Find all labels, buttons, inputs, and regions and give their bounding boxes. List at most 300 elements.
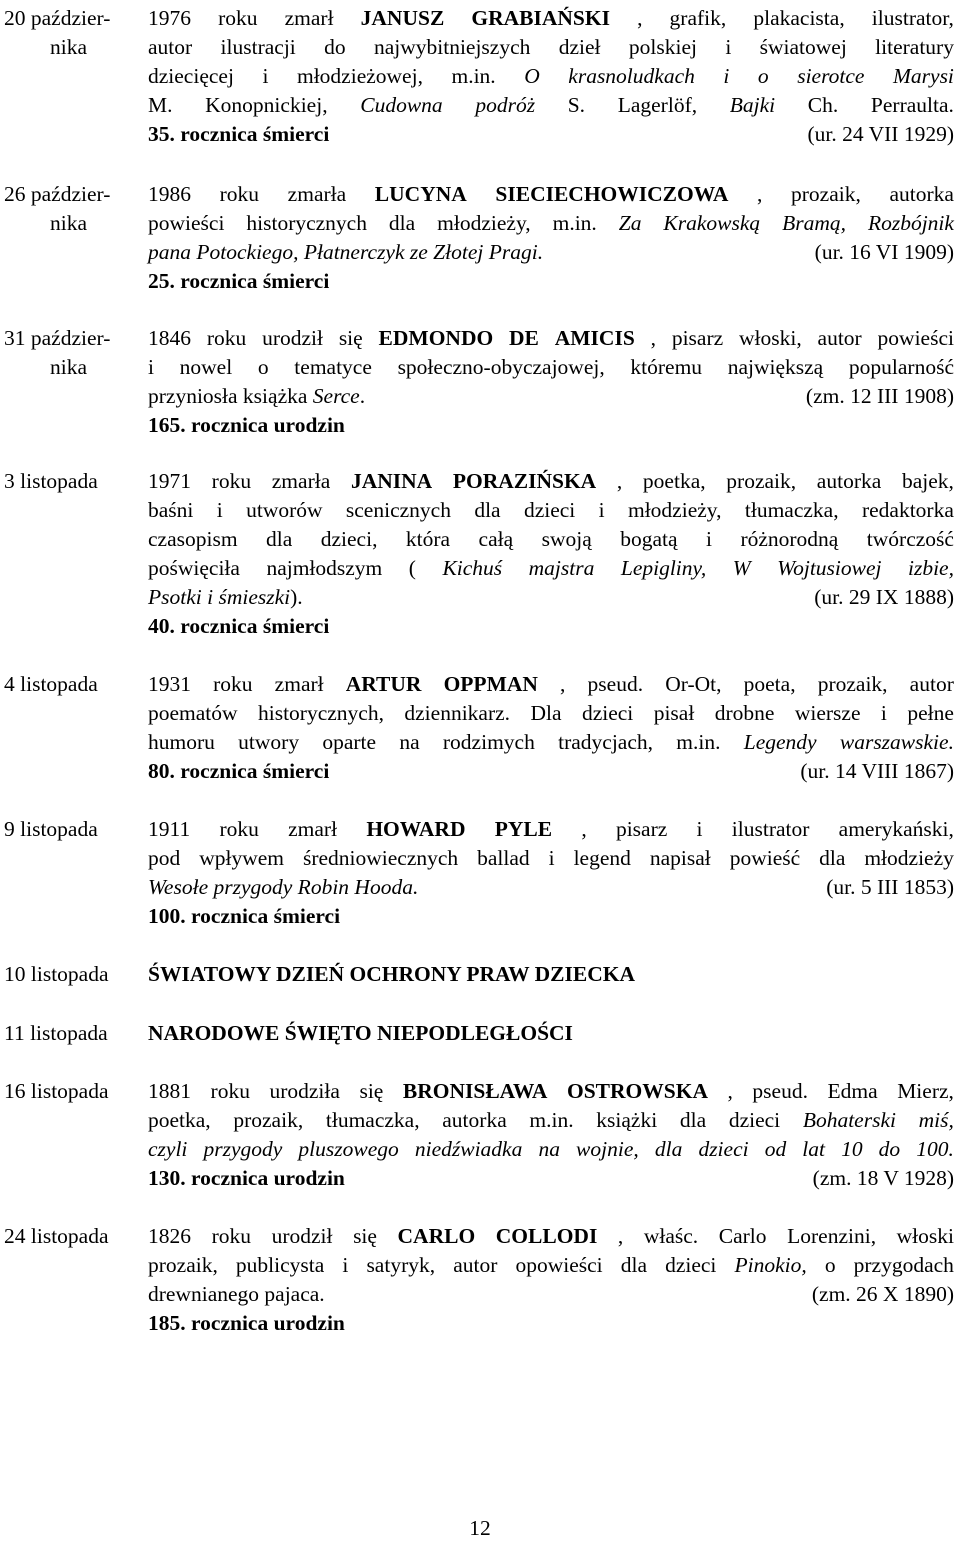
word: poetka, [642,469,706,493]
word: ARTUR [345,672,422,696]
word: dla [620,1253,647,1277]
word: tematyce [294,355,372,379]
word: amerykański, [838,817,954,841]
word: S. [567,93,586,117]
description-line [148,815,954,844]
word: pisał [653,701,695,725]
description-line [148,1251,954,1280]
word: PYLE [494,817,553,841]
word: młodzieży, [627,498,722,522]
word: zmarł [284,6,334,30]
word: dla [679,1108,707,1132]
word: grafik, [669,6,727,30]
title-text: Wesołe przygody Robin Hooda. [148,875,419,899]
description-text [148,1280,325,1309]
word: autor [453,1253,498,1277]
date-line: nika [50,211,88,235]
anniversary-line [148,757,954,786]
word: prozaik, [791,182,861,206]
word: EDMONDO [378,326,494,350]
word: i [725,35,732,59]
entry-description [148,1019,954,1048]
word: humoru [148,730,215,754]
word: zmarła [287,182,347,206]
name-text: NARODOWE ŚWIĘTO NIEPODLEGŁOŚCI [148,1021,573,1045]
name-text: ŚWIATOWY DZIEŃ OCHRONY PRAW DZIECKA [148,962,636,986]
description-text [148,382,365,411]
word: M. [148,93,173,117]
word: 10 [841,1137,863,1161]
description-line [148,353,954,382]
word: czasopism [148,527,238,551]
word: m.in. [676,730,721,754]
entry-description [148,4,954,149]
word: PORAZIŃSKA [452,469,597,493]
entry-date [4,4,138,62]
word: OPPMAN [443,672,538,696]
description-line [148,324,954,353]
word: Ch. [807,93,839,117]
word: włoski, [738,326,802,350]
word: włoski [896,1224,954,1248]
word: Marysi [893,64,954,88]
anniversary-line [148,1164,954,1193]
word: i [880,701,887,725]
word: OSTROWSKA [567,1079,708,1103]
word: 1976 [148,6,191,30]
anniversary-label: 100. rocznica śmierci [148,904,341,928]
word: sierotce [797,64,865,88]
description-last-line [148,873,954,902]
word: dzieci [581,701,634,725]
word: Perraulta. [870,93,954,117]
title-text: pana Potockiego, Płatnerczyk ze Złotej Pragi. [148,240,544,264]
word: opowieści [515,1253,603,1277]
word: SIECIECHOWICZOWA [495,182,729,206]
word: autor [817,326,862,350]
word: majstra [528,556,595,580]
entry-date [4,324,138,382]
word: COLLODI [495,1224,598,1248]
word: pluszowego [298,1137,399,1161]
description-line [148,844,954,873]
anniversary-label: 40. rocznica śmierci [148,614,330,638]
word: prozaik, [233,1108,304,1132]
word: Kichuś [442,556,503,580]
word: powieści [877,326,954,350]
word: Or-Ot, [665,672,722,696]
word: wojnie, [576,1137,639,1161]
word: ballad [477,846,530,870]
word: pseud. [752,1079,808,1103]
anniversary-line [148,612,954,641]
word: młodzieży [864,846,954,870]
description-line [148,1077,954,1106]
word: światowej [759,35,847,59]
word: redaktorka [861,498,954,522]
word: Rozbójnik [867,211,954,235]
description-last-line [148,1280,954,1309]
word: izbie, [907,556,954,580]
word: O [524,64,540,88]
word: Lorenzini, [787,1224,877,1248]
word: powieści [148,211,225,235]
description-last-line [148,583,954,612]
word: autorka [889,182,954,206]
word: roku [219,817,259,841]
anniversary-label: 185. rocznica urodzin [148,1311,345,1335]
word: Lepigliny, [620,556,707,580]
word: m.in. [529,1108,574,1132]
description-line [148,467,954,496]
word: utwory [238,730,300,754]
word: urodziła [269,1079,340,1103]
word: i [706,527,712,551]
word: scenicznych [345,498,451,522]
word: najwybitniejszych [373,35,531,59]
anniversary-label: 80. rocznica śmierci [148,759,330,783]
word: JANINA [350,469,433,493]
word: społeczno-obyczajowej, [397,355,605,379]
lifespan-note: (zm. 26 X 1890) [811,1282,954,1306]
word: krasnoludkach [568,64,695,88]
word: tłumaczka, [325,1108,420,1132]
word: historycznych, [257,701,384,725]
word: BRONISŁAWA [402,1079,548,1103]
word: warszawskie. [839,730,954,754]
word: Bohaterski [802,1108,896,1132]
date-line: 20 paździer- [4,6,111,30]
anniversary-label: 165. rocznica urodzin [148,413,345,437]
word: na [538,1137,560,1161]
word: przygody [203,1137,283,1161]
word: do [878,1137,901,1161]
word: Bramą, [782,211,846,235]
title-text: Serce [312,384,360,408]
word: właśc. [643,1224,699,1248]
word: urodził [271,1224,333,1248]
description-last-line [148,238,954,267]
word: dla [819,846,846,870]
word: pełne [907,701,954,725]
word: roku [210,1079,250,1103]
word: m.in. [552,211,597,235]
word: roku [211,1224,251,1248]
word: Dla [530,701,562,725]
word: ilustrator, [871,6,954,30]
word: Cudowna [360,93,443,117]
word: młodzieży, [437,211,531,235]
word: całą [478,527,514,551]
word: plakacista, [753,6,845,30]
word: pisarz [671,326,724,350]
word: pisarz [615,817,668,841]
lifespan-note: (ur. 14 VIII 1867) [800,759,954,783]
word: Pinokio, [734,1253,807,1277]
word: czyli [148,1137,188,1161]
word: Edma [827,1079,878,1103]
word: , [757,182,763,206]
entry-description [148,960,954,989]
word: pod [148,846,181,870]
word: 1881 [148,1079,191,1103]
description-line [148,1135,954,1164]
word: prozaik, [817,672,888,696]
word: popularność [848,355,954,379]
description-line [148,1106,954,1135]
word: roku [206,326,247,350]
word: i [548,846,555,870]
word: dla [388,211,416,235]
word: m.in. [451,64,496,88]
word: , [560,672,566,696]
word: oparte [322,730,377,754]
word: dla [654,1137,683,1161]
word: bajek, [901,469,954,493]
description-line [148,62,954,91]
anniversary-line [148,902,954,931]
word: poświęciła [148,556,240,580]
date-line: nika [50,35,88,59]
word: zmarł [288,817,338,841]
word: bogatą [620,527,678,551]
word: lat [802,1137,825,1161]
word: do [324,35,346,59]
word: 1986 [148,182,191,206]
description-line [148,209,954,238]
date-line: 16 listopada [4,1079,109,1103]
word: pseud. [587,672,644,696]
entry-date [4,960,138,989]
word: CARLO [397,1224,476,1248]
word: się [353,1224,377,1248]
word: ( [408,556,416,580]
lifespan-note: (ur. 29 IX 1888) [814,585,954,609]
word: autor [909,672,954,696]
anniversary-line [148,1309,954,1338]
date-line: 10 listopada [4,962,109,986]
word: , [637,6,643,30]
entry-date [4,1077,138,1106]
word: najmłodszym [266,556,383,580]
entry-date [4,180,138,238]
word: o [257,355,269,379]
description-text [148,583,303,612]
word: wpływem [199,846,284,870]
word: dziecięcej [148,64,234,88]
description-line [148,1222,954,1251]
date-line: 24 listopada [4,1224,109,1248]
anniversary-line [148,120,954,149]
anniversary-line [148,267,954,296]
word: różnorodną [740,527,839,551]
word: 100. [916,1137,954,1161]
text-run: przyniosła książka [148,384,313,408]
word: dla [266,527,293,551]
word: miś, [918,1108,954,1132]
lifespan-note: (ur. 24 VII 1929) [807,122,954,146]
entry-description [148,670,954,786]
word: dla [474,498,501,522]
word: tłumaczka, [744,498,839,522]
word: Bajki [729,93,776,117]
description-line [148,525,954,554]
word: Mierz, [897,1079,954,1103]
description-line [148,496,954,525]
word: 1826 [148,1224,191,1248]
word: JANUSZ [360,6,445,30]
word: twórczość [866,527,954,551]
word: baśni [148,498,194,522]
word: i [342,1253,349,1277]
word: 1931 [148,672,191,696]
word: roku [219,182,260,206]
word: która [405,527,451,551]
word: dzieł [558,35,601,59]
word: drobne [714,701,775,725]
word: się [338,326,363,350]
description-text [148,238,543,267]
entry-date [4,467,138,496]
date-line: 31 paździer- [4,326,111,350]
word: , [727,1079,733,1103]
entry-date [4,1019,138,1048]
word: 1846 [148,326,191,350]
word: dzieci [728,1108,781,1132]
description-line [148,699,954,728]
word: zmarła [271,469,331,493]
word: od [764,1137,787,1161]
word: GRABIAŃSKI [471,6,610,30]
word: utworów [246,498,323,522]
word: niedźwiadka [414,1137,523,1161]
word: podróż [475,93,536,117]
title-text: Psotki i śmieszki [148,585,291,609]
word: poetka, [148,1108,211,1132]
date-line: nika [50,355,88,379]
word: Carlo [718,1224,767,1248]
description-line [148,33,954,62]
word: publicysta [235,1253,325,1277]
word: , [617,1224,624,1248]
entry-date [4,815,138,844]
entry-description [148,467,954,641]
word: autor [148,35,193,59]
word: , [650,326,656,350]
word: średniowiecznych [302,846,459,870]
word: legend [573,846,631,870]
entry-date [4,1222,138,1251]
word: polskiej [628,35,697,59]
date-line: 3 listopada [4,469,98,493]
word: dzieci [665,1253,717,1277]
word: i [598,498,605,522]
word: Za [618,211,642,235]
date-line: 11 listopada [4,1021,108,1045]
word: i [148,355,154,379]
word: poematów [148,701,238,725]
description-line [148,180,954,209]
description-last-line [148,382,954,411]
word: swoją [541,527,592,551]
word: LUCYNA [374,182,467,206]
word: autorka [816,469,882,493]
word: prozaik, [148,1253,218,1277]
word: historycznych [246,211,367,235]
text-run: drewnianego pajaca. [148,1282,325,1306]
anniversary-line [148,411,954,440]
word: Krakowską [663,211,761,235]
anniversary-label: 35. rocznica śmierci [148,122,330,146]
entry-date [4,670,138,699]
word: , [581,817,587,841]
word: ilustracji [220,35,296,59]
lifespan-note: (zm. 12 III 1908) [805,384,954,408]
word: wiersze [794,701,861,725]
word: , [616,469,623,493]
word: Lagerlöf, [617,93,698,117]
word: i [696,817,703,841]
entry-description [148,1077,954,1193]
description-line [148,554,954,583]
date-line: 26 paździer- [4,182,111,206]
word: AMICIS [554,326,635,350]
entry-description [148,815,954,931]
word: o [824,1253,836,1277]
word: ilustrator [731,817,810,841]
entry-description [148,1222,954,1338]
word: o [757,64,769,88]
entry-description [148,324,954,440]
lifespan-note: (ur. 16 VI 1909) [814,240,954,264]
description-line [148,960,954,989]
word: 1971 [148,469,191,493]
word: największą [727,355,824,379]
word: nowel [179,355,233,379]
word: satyryk, [366,1253,436,1277]
word: tradycjach, [558,730,654,754]
word: urodził [262,326,323,350]
text-run: ). [290,585,303,609]
word: Wojtusiowej [777,556,882,580]
word: autorka [442,1108,507,1132]
word: dziennikarz. [404,701,511,725]
word: zmarł [274,672,324,696]
word: i [216,498,223,522]
word: powieść [729,846,801,870]
lifespan-note: (zm. 18 V 1928) [812,1166,954,1190]
anniversary-label: 130. rocznica urodzin [148,1166,345,1190]
word: młodzieżowej, [296,64,423,88]
word: dzieci [523,498,576,522]
word: i [262,64,269,88]
word: DE [509,326,539,350]
word: na [399,730,420,754]
word: roku [213,672,253,696]
word: poeta, [743,672,796,696]
word: dzieci [698,1137,749,1161]
word: literatury [875,35,954,59]
word: któremu [630,355,703,379]
word: roku [218,6,258,30]
word: i [723,64,730,88]
word: się [359,1079,384,1103]
word: dzieci, [320,527,378,551]
date-line: 4 listopada [4,672,98,696]
word: przygodach [853,1253,954,1277]
description-line [148,728,954,757]
description-line [148,4,954,33]
